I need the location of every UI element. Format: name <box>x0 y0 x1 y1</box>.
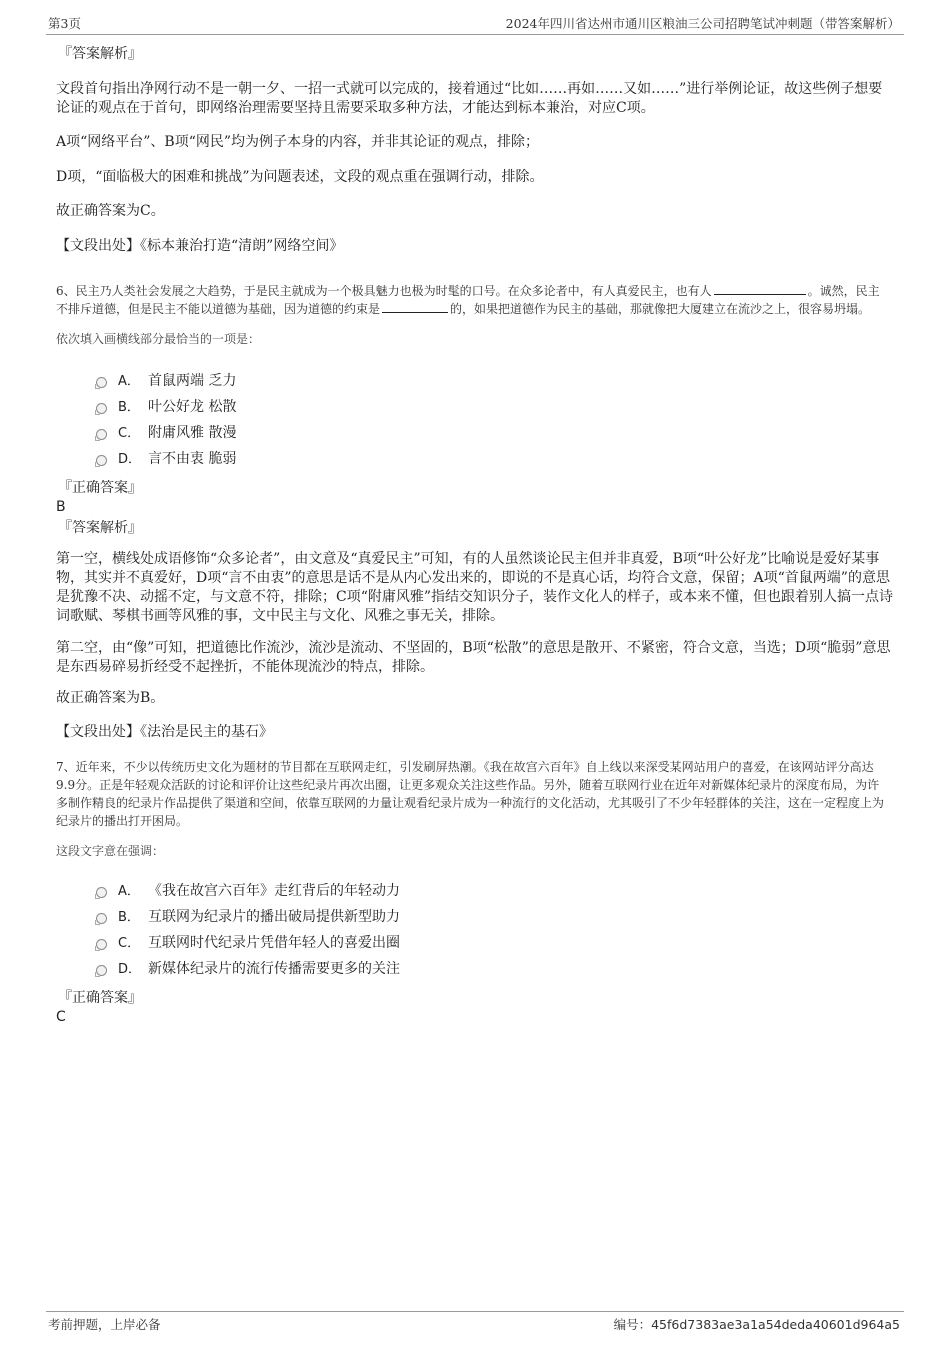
question-prompt: 这段文字意在强调： <box>56 844 165 858</box>
analysis-paragraph: 第一空，横线处成语修饰“众多论者”，由文意及“真爱民主”可知，有的人虽然谈论民主但并非真爱，B项“叶公好龙”比喻说是爱好某事物，其实并不真爱好，D项“言不由衷”的意思是话不是从内心发出来的，即说的不是真心话，均符合文意，保留；A项“首鼠两端”的意思是犹豫不决、动摇不定，与文意不符，排除；C项“附庸风雅”指结交知识分子，装作文化人的样子，或本来不懂，但也跟着别人搞一点诗词歌赋、琴棋书画等风雅的事，文中民主与文化、风雅之事无关，排除。 <box>56 551 894 624</box>
analysis-paragraph: 第二空，由“像”可知，把道德比作流沙，流沙是流动、不坚固的，B项“松散”的意思是散开、不紧密，符合文意，当选；D项“脆弱”意思是东西易碎易折经受不起挫折，不能体现流沙的特点，排除。 <box>56 640 891 675</box>
question-text-part: 的，如果把道德作为民主的基础，那就像把大厦建立在流沙之上，很容易坍塌。 <box>450 302 871 316</box>
question-7-options <box>56 878 894 982</box>
question-prompt: 依次填入画横线部分最恰当的一项是： <box>56 332 261 346</box>
option-letter: D． <box>118 452 142 467</box>
radio-button[interactable] <box>96 429 107 440</box>
radio-button[interactable] <box>96 377 107 388</box>
option-text: 言不由衷 脆弱 <box>148 451 237 467</box>
answer-label: 『正确答案』 <box>58 990 142 1006</box>
source-citation: 【文段出处】《标本兼治打造“清朗”网络空间》 <box>56 238 344 254</box>
radio-button[interactable] <box>96 455 107 466</box>
page-number: 第3页 <box>48 16 81 31</box>
option-text: 附庸风雅 散漫 <box>148 425 237 441</box>
option-d[interactable] <box>56 956 894 982</box>
option-text: 互联网为纪录片的播出破局提供新型助力 <box>148 909 400 925</box>
page-header <box>46 10 904 35</box>
analysis-paragraph: D项，“面临极大的困难和挑战”为问题表述，文段的观点重在强调行动，排除。 <box>56 169 544 185</box>
analysis-paragraph: A项“网络平台”、B项“网民”均为例子本身的内容，并非其论证的观点，排除； <box>56 134 540 150</box>
option-letter: D． <box>118 962 142 977</box>
option-d[interactable] <box>56 446 894 472</box>
radio-button[interactable] <box>96 887 107 898</box>
page-footer <box>46 1311 904 1336</box>
option-a[interactable] <box>56 878 894 904</box>
correct-answer: C <box>56 1009 66 1025</box>
option-letter: B． <box>118 400 140 415</box>
question-text-part: 。诚然，民主不排斥道德，但是民主不能以道德为基础，因为道德的约束是 <box>56 284 880 316</box>
question-text-part: 6、民主乃人类社会发展之大趋势，于是民主就成为一个极具魅力也极为时髦的口号。在众多论者中，有人真爱民主，也有人 <box>56 284 712 298</box>
blank-line <box>382 302 448 313</box>
footer-slogan: 考前押题，上岸必备 <box>48 1317 161 1332</box>
analysis-label: 『答案解析』 <box>58 520 142 536</box>
option-a[interactable] <box>56 368 894 394</box>
option-letter: A． <box>118 884 140 899</box>
radio-button[interactable] <box>96 939 107 950</box>
option-text: 互联网时代纪录片凭借年轻人的喜爱出圈 <box>148 935 400 951</box>
option-text: 叶公好龙 松散 <box>148 399 237 415</box>
option-b[interactable] <box>56 394 894 420</box>
option-text: 《我在故宫六百年》走红背后的年轻动力 <box>148 883 400 899</box>
analysis-paragraph: 文段首句指出净网行动不是一朝一夕、一招一式就可以完成的，接着通过“比如……再如……又如……”进行举例论证，故这些例子想要论证的观点在于首句，即网络治理需要坚持且需要采取多种方法，才能达到标本兼治，对应C项。 <box>56 81 883 116</box>
correct-answer: B <box>56 499 66 515</box>
radio-button[interactable] <box>96 403 107 414</box>
document-title: 2024年四川省达州市通川区粮油三公司招聘笔试冲刺题（带答案解析） <box>505 16 900 31</box>
analysis-label: 『答案解析』 <box>58 46 142 62</box>
option-c[interactable] <box>56 420 894 446</box>
source-citation: 【文段出处】《法治是民主的基石》 <box>56 724 273 740</box>
code-value: 45f6d7383ae3a1a54deda40601d964a5 <box>651 1317 900 1332</box>
option-letter: C． <box>118 936 141 951</box>
footer-code <box>614 1315 900 1333</box>
option-letter: C． <box>118 426 141 441</box>
analysis-conclusion: 故正确答案为C。 <box>56 203 165 219</box>
question-7-text: 7、近年来，不少以传统历史文化为题材的节目都在互联网走红，引发刷屏热潮。《我在故宫六百年》自上线以来深受某网站用户的喜爱，在该网站评分高达9.9分。正是年轻观众活跃的讨论和评价让这些纪录片再次出圈，让更多观众关注这些作品。另外，随着互联网行业在近年对新媒体纪录片的深度布局，为许多制作精良的纪录片作品提供了渠道和空间，依靠互联网的力量让观看纪录片成为一种流行的文化活动，尤其吸引了不少年轻群体的关注，这在一定程度上为纪录片的播出打开困局。 <box>56 760 885 828</box>
answer-label: 『正确答案』 <box>58 480 142 496</box>
option-b[interactable] <box>56 904 894 930</box>
question-6-text <box>56 282 891 318</box>
radio-button[interactable] <box>96 913 107 924</box>
option-letter: A． <box>118 374 140 389</box>
option-text: 首鼠两端 乏力 <box>148 373 237 389</box>
option-c[interactable] <box>56 930 894 956</box>
page-content <box>56 44 894 1026</box>
radio-button[interactable] <box>96 965 107 976</box>
analysis-conclusion: 故正确答案为B。 <box>56 690 165 706</box>
question-6-options <box>56 368 894 472</box>
code-label: 编号： <box>613 1317 652 1332</box>
blank-line <box>714 284 806 295</box>
option-letter: B． <box>118 910 140 925</box>
option-text: 新媒体纪录片的流行传播需要更多的关注 <box>148 961 400 977</box>
